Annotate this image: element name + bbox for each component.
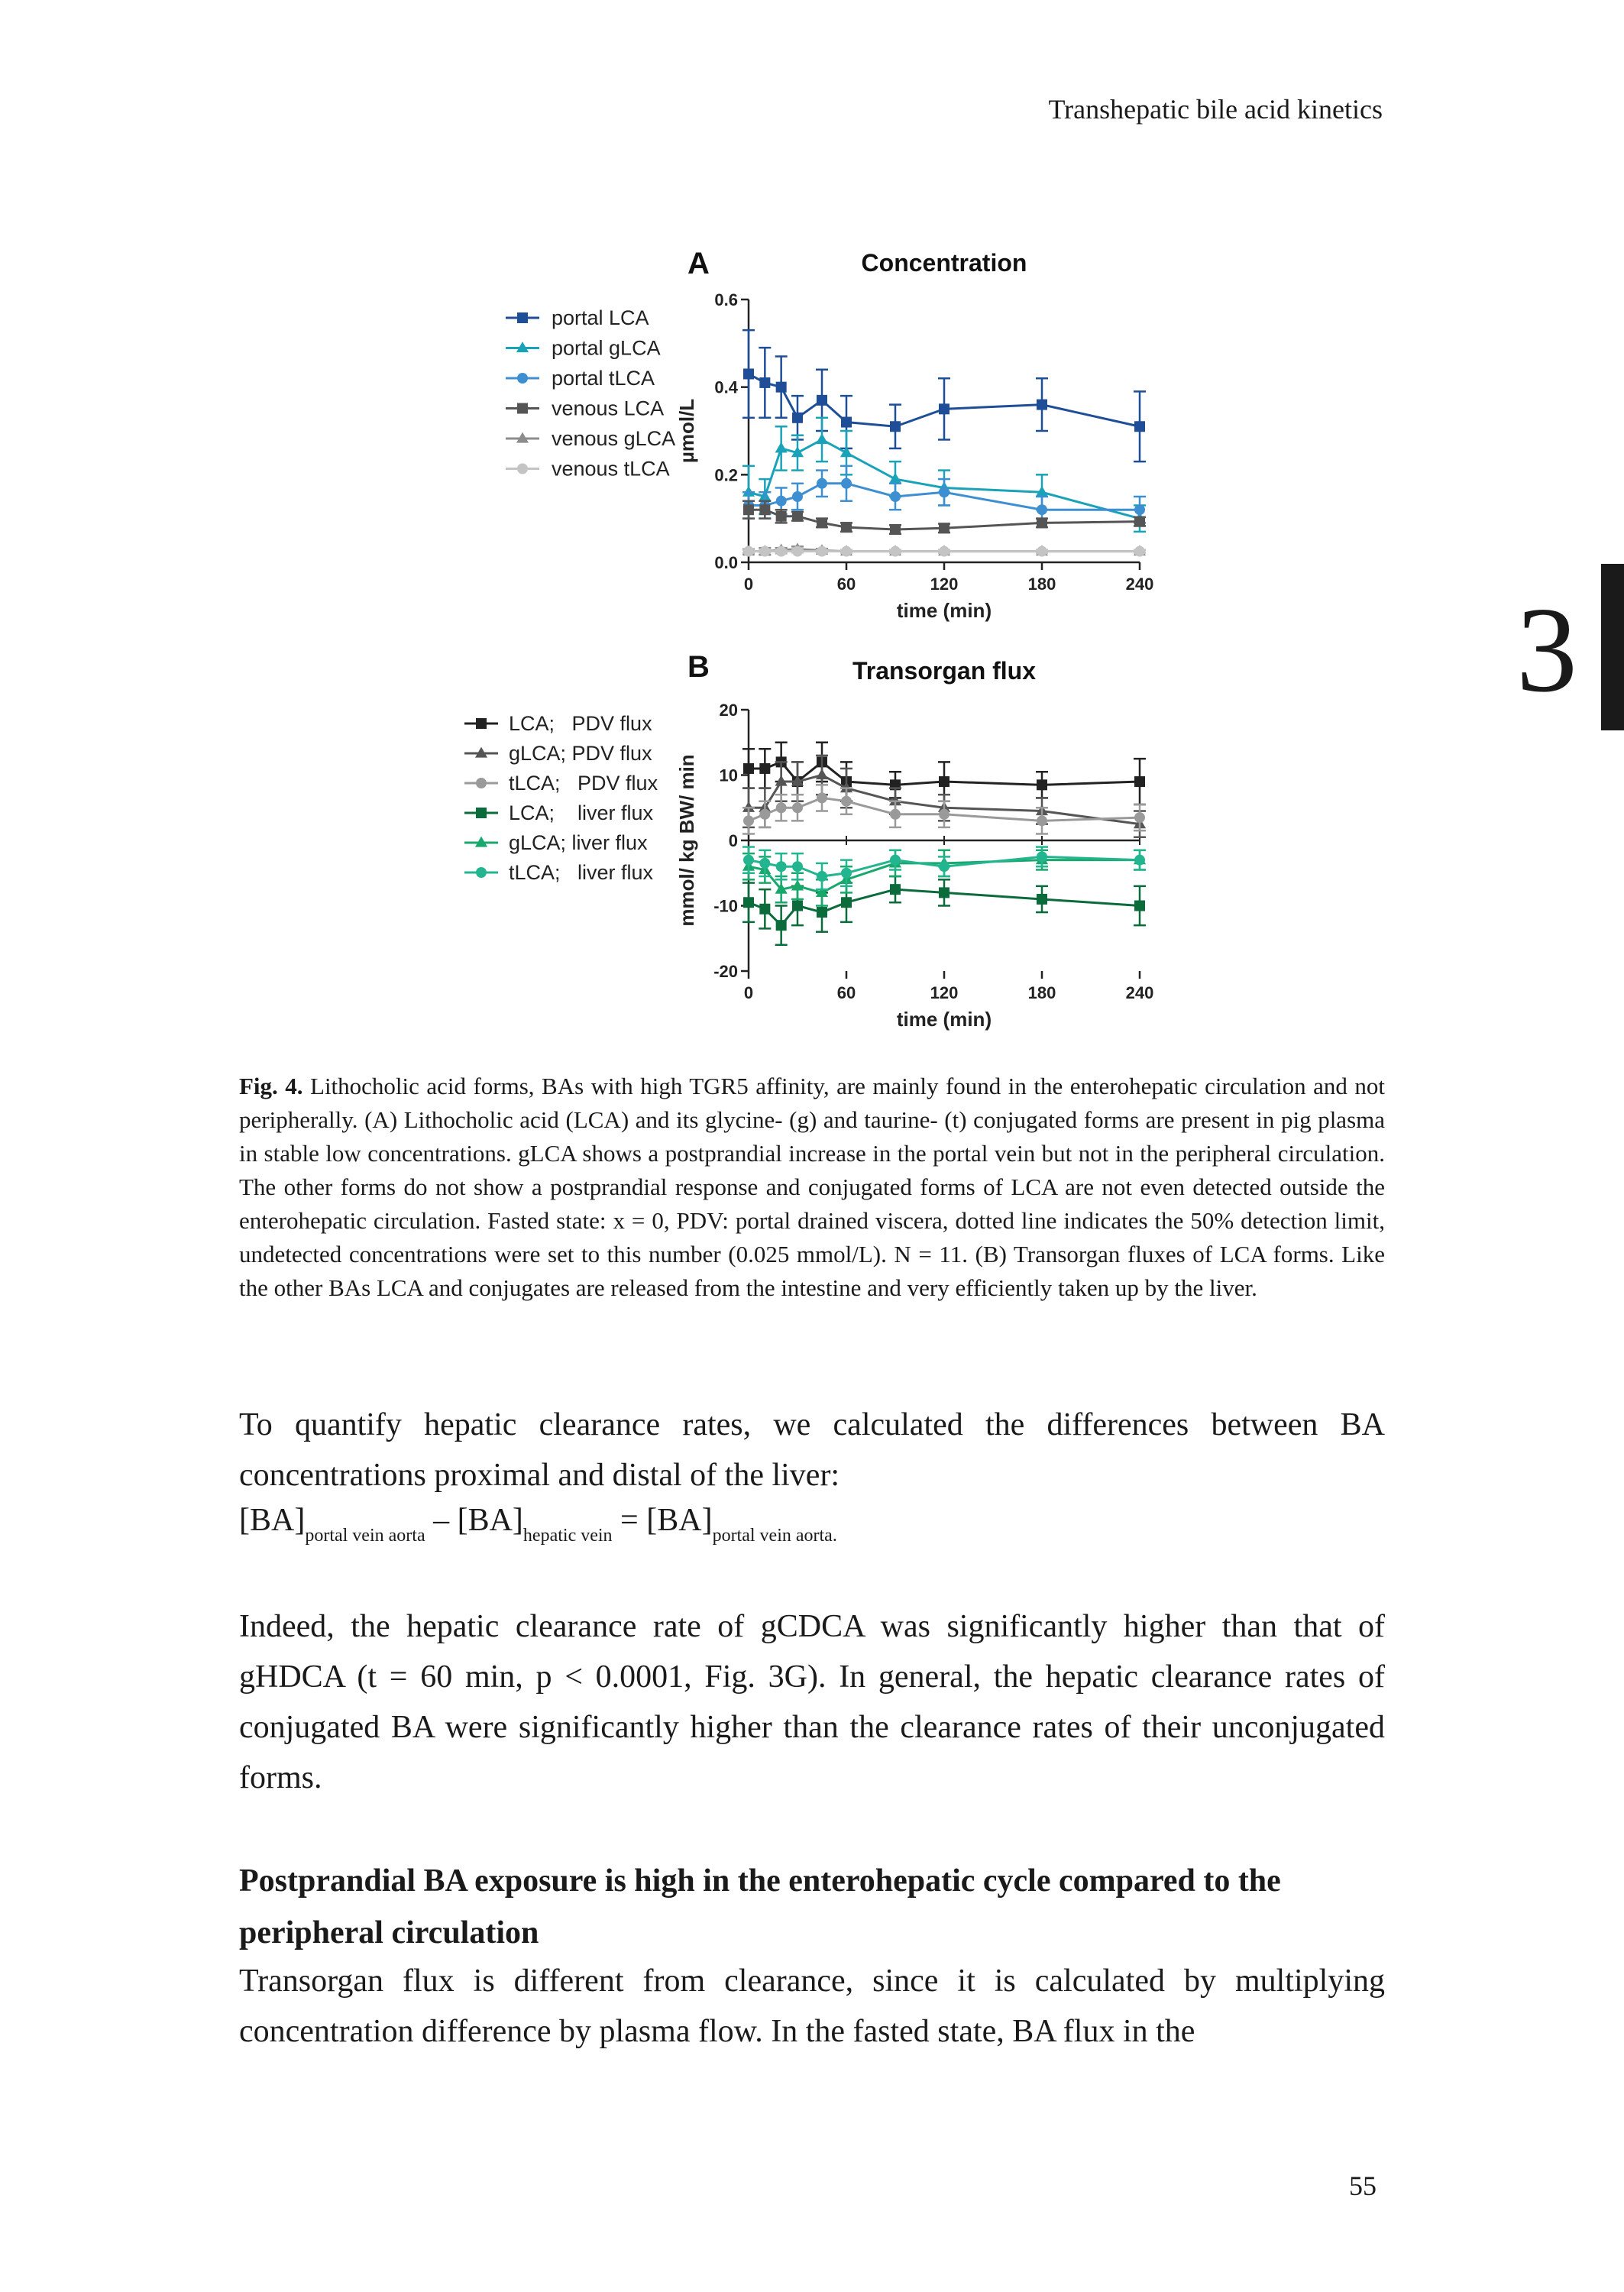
legend-label: portal LCA [552,306,649,329]
x-tick-label: 180 [1027,575,1056,594]
data-point [775,442,788,453]
data-point [759,904,770,915]
legend-label: venous tLCA [552,457,670,481]
data-point [776,511,787,522]
data-point [792,491,803,502]
x-tick-label: 180 [1027,983,1056,1002]
formula-term-2: [BA] [457,1503,523,1538]
panel-a [506,247,1153,622]
running-head: Transhepatic bile acid kinetics [1048,94,1383,125]
data-point [817,478,827,489]
data-point [817,517,827,528]
legend-swatch-marker [476,808,487,818]
data-point [776,802,787,813]
data-point [759,546,770,557]
data-point [759,504,770,515]
x-tick-label: 240 [1125,983,1154,1002]
legend-label: gLCA; PDV flux [509,742,652,765]
x-tick-label: 0 [743,983,754,1002]
y-tick-label: 0 [728,831,738,850]
caption-text: Lithocholic acid forms, BAs with high TGR5 affinity, are mainly found in the enterohepatic circulation and not peripherally. (A) Lithocholic acid (LCA) and its glycine- (g) and taurine- (t) conjugated forms are present in pig plasma in stable low concentrations. gLCA shows a postprandial increase in the portal vein but not in the peripheral circulation. The other forms do not show a postprandial response and conjugated forms of LCA are not even detected outside the enterohepatic circulation. Fasted state: x = 0, PDV: portal drained viscera, dotted line indicates the 50% detection limit, undetected concentrations were set to this number (0.025 mmol/L). N = 11. (B) Transorgan fluxes of LCA forms. Like the other BAs LCA and conjugates are released from the intestine and very efficiently taken up by the liver. [239,1073,1385,1301]
y-tick-label: 20 [719,701,738,720]
legend-swatch-marker [517,373,528,384]
data-point [816,433,828,444]
data-point [1134,421,1145,432]
data-point [759,377,770,388]
data-point [1134,504,1145,515]
data-point [1134,546,1145,557]
x-tick-label: 240 [1125,575,1154,594]
data-point [817,546,827,557]
data-point [841,897,852,908]
x-tick-label: 120 [930,575,959,594]
y-tick-label: 0.4 [714,377,738,397]
legend-swatch-marker [476,867,487,878]
legend-label: LCA; PDV flux [509,712,652,735]
data-point [890,855,901,866]
data-point [841,478,852,489]
data-point [817,871,827,882]
legend-swatch-marker [476,718,487,729]
legend [464,712,658,884]
chapter-number: 3 [1516,581,1577,717]
y-tick-label: 0.6 [714,290,738,309]
data-point [890,491,901,502]
panel-letter: B [687,650,710,684]
data-point [939,861,949,872]
formula-term-1: [BA] [239,1503,306,1538]
formula-sub-3: portal vein aorta. [712,1526,837,1546]
data-point [776,546,787,557]
formula-equals: = [612,1503,647,1538]
data-point [817,792,827,803]
data-point [776,496,787,507]
paragraph-2: Indeed, the hepatic clearance rate of gCDCA was significantly higher than that of gHDCA (t = 60 min, p < 0.0001, Fig. 3G). In general, the hepatic clearance rates of conjugated BA were significantly higher than the clearance rates of their unconjugated forms. [239,1609,1385,1795]
legend [506,306,675,481]
data-point [841,417,852,428]
x-tick-label: 60 [836,983,856,1002]
y-tick-label: -10 [713,896,738,916]
data-point [759,809,770,820]
y-tick-label: 0.2 [714,465,738,485]
data-point [743,504,754,515]
data-point [939,487,949,497]
data-point [792,546,803,557]
figure-4 [0,0,1624,1054]
legend-label: LCA; liver flux [509,801,654,824]
legend-swatch-marker [476,778,487,788]
legend-swatch-marker [517,312,528,323]
series-1 [742,330,1146,461]
legend-label: gLCA; liver flux [509,831,648,854]
y-tick-label: 0.0 [714,553,738,572]
formula-minus: – [425,1503,458,1538]
chart-title: Transorgan flux [852,657,1037,685]
data-point [743,815,754,826]
y-axis-label: µmol/L [675,398,698,464]
data-point [743,855,754,866]
panel-letter: A [687,247,710,280]
data-point [841,868,852,879]
y-tick-label: -20 [713,962,738,981]
data-point [890,524,901,535]
data-point [1037,517,1047,528]
y-axis-label: mmol/ kg BW/ min [675,754,698,927]
data-point [1037,894,1047,905]
series-6 [742,546,1146,557]
data-point [792,861,803,872]
x-axis-label: time (min) [896,599,992,622]
clearance-formula [239,1502,837,1546]
chart-title: Concentration [861,249,1027,277]
formula-sub-1: portal vein aorta [305,1526,425,1546]
legend-label: tLCA; PDV flux [509,772,658,795]
data-point [939,887,949,898]
data-point [817,907,827,918]
data-point [890,421,901,432]
data-point [1134,516,1145,527]
page-number: 55 [1349,2171,1377,2201]
data-point [1134,776,1145,787]
data-point [776,920,787,931]
data-point [792,413,803,423]
legend-label: venous gLCA [552,427,676,450]
formula-sub-2: hepatic vein [522,1526,613,1546]
data-point [817,395,827,406]
data-point [1134,901,1145,911]
panel-b [464,650,1153,1031]
x-tick-label: 120 [930,983,959,1002]
data-point [1037,815,1047,826]
paragraph-1: To quantify hepatic clearance rates, we calculated the differences between BA concentrations proximal and distal of the liver: [239,1407,1385,1493]
data-point [759,763,770,774]
section-heading: Postprandial BA exposure is high in the enterohepatic cycle compared to the peripheral circulation [239,1863,1281,1950]
x-axis-label: time (min) [896,1008,992,1031]
data-point [1037,400,1047,410]
data-point [890,546,901,557]
data-point [841,796,852,807]
data-point [816,769,828,779]
data-point [1134,812,1145,823]
data-point [939,403,949,414]
data-point [759,858,770,869]
formula-term-3: [BA] [646,1503,713,1538]
data-point [743,546,754,557]
x-tick-label: 60 [836,575,856,594]
paragraph-3: Transorgan flux is different from clearance, since it is calculated by multiplying concentration difference by plasma flow. In the fasted state, BA flux in the [239,1963,1385,2049]
data-point [939,809,949,820]
legend-label: portal gLCA [552,336,661,360]
data-point [776,382,787,393]
data-point [1037,504,1047,515]
legend-swatch-marker [517,403,528,414]
legend-label: portal tLCA [552,367,655,390]
data-point [890,884,901,895]
data-point [743,897,754,908]
data-point [841,522,852,533]
data-point [939,776,949,787]
data-point [890,809,901,820]
data-point [1037,546,1047,557]
data-point [792,511,803,522]
legend-label: venous LCA [552,397,665,420]
legend-label: tLCA; liver flux [509,861,654,884]
data-point [776,861,787,872]
data-point [792,802,803,813]
data-point [1037,851,1047,862]
data-point [792,901,803,911]
data-point [939,523,949,533]
data-point [743,763,754,774]
x-tick-label: 0 [743,575,754,594]
caption-label: Fig. 4. [239,1073,303,1099]
data-point [939,546,949,557]
data-point [743,368,754,379]
data-point [841,546,852,557]
data-point [1134,855,1145,866]
legend-swatch-marker [517,464,528,474]
figure-caption [239,1070,1385,1305]
y-tick-label: 10 [719,766,738,785]
data-point [1037,779,1047,790]
data-point [791,879,804,890]
